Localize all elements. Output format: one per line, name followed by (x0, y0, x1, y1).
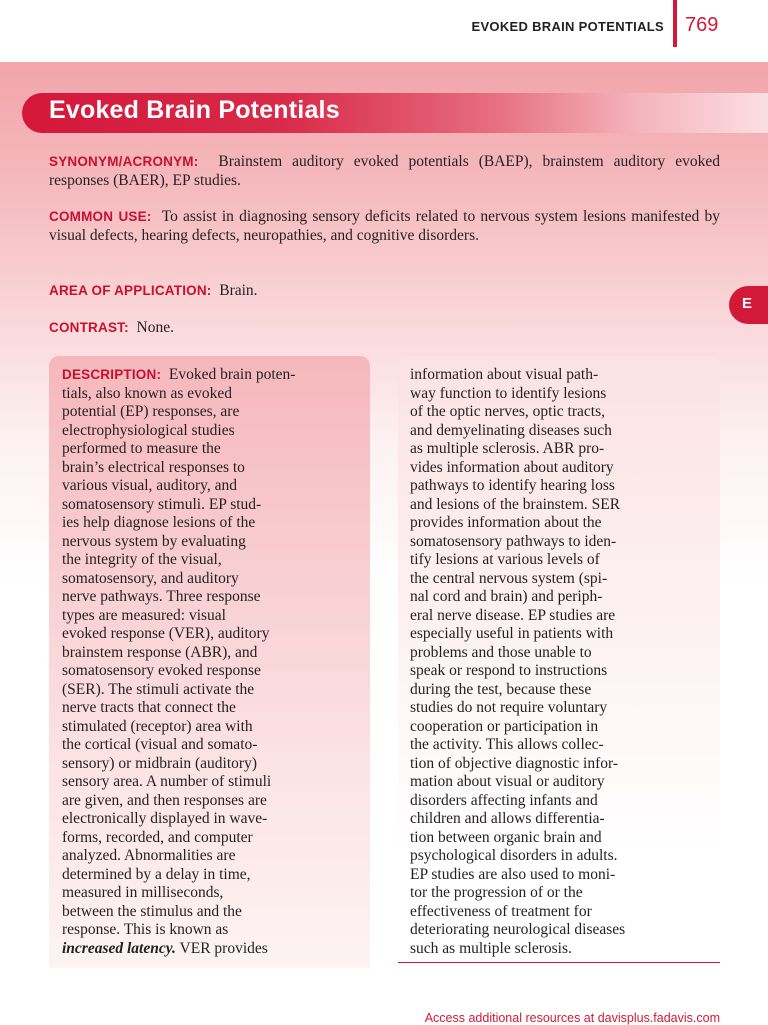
text-line-content: measured in milliseconds, (62, 884, 224, 901)
text-line: pathways to identify hearing loss (410, 477, 615, 494)
text-line: such as multiple sclerosis. (410, 939, 572, 957)
text-line (62, 422, 362, 441)
text-line (62, 903, 362, 922)
text-line: especially useful in patients with (410, 625, 614, 642)
text-line-content: brainstem response (ABR), and (62, 643, 258, 661)
text-line (62, 940, 362, 959)
section-tab-e (729, 286, 768, 324)
footer-link[interactable]: Access additional resources at davisplus.fadavis.com (424, 1011, 720, 1025)
description-label: DESCRIPTION: (62, 367, 162, 382)
text-line (62, 847, 362, 866)
text-line: tify lesions at various levels of (410, 551, 600, 568)
common-use-label: COMMON USE: (49, 209, 152, 224)
text-line (62, 514, 362, 533)
text-line (62, 588, 362, 607)
text-line-content: Evoked brain poten- (168, 366, 296, 383)
emphasis-text: increased latency. (62, 939, 176, 957)
description-box-rule (398, 962, 720, 963)
text-line-content: types are measured: visual (62, 606, 226, 624)
text-line: somatosensory pathways to iden- (410, 532, 617, 550)
running-head: EVOKED BRAIN POTENTIALS (471, 19, 664, 34)
text-line (62, 533, 362, 552)
synonym-label: SYNONYM/ACRONYM: (49, 154, 199, 169)
text-line-content: sensory) or midbrain (auditory) (62, 754, 257, 772)
text-line: children and allows differentia- (410, 810, 605, 827)
contrast-text: None. (136, 319, 174, 336)
text-line (62, 385, 362, 404)
text-line (62, 477, 362, 496)
contrast-label: CONTRAST: (49, 320, 129, 335)
text-line-content: potential (EP) responses, are (62, 403, 240, 420)
text-line-content: between the stimulus and the (62, 902, 242, 920)
text-line: and demyelinating diseases such (410, 421, 612, 439)
text-line (62, 551, 362, 570)
contrast-field (49, 319, 720, 338)
page-title: Evoked Brain Potentials (49, 96, 340, 124)
text-line (62, 792, 362, 811)
text-line-content: somatosensory stimuli. EP stud- (62, 495, 262, 513)
text-line (62, 755, 362, 774)
text-line (62, 829, 362, 848)
header-rule (673, 0, 677, 47)
text-line (62, 625, 362, 644)
text-line (62, 662, 362, 681)
text-line (62, 607, 362, 626)
common-use-field (49, 208, 720, 245)
text-line (62, 681, 362, 700)
text-line: disorders affecting infants and (410, 791, 598, 809)
text-line-content: determined by a delay in time, (62, 865, 251, 883)
text-line (62, 440, 362, 459)
text-line (62, 810, 362, 829)
text-line: cooperation or participation in (410, 717, 599, 735)
text-line-content: brain’s electrical responses to (62, 458, 245, 476)
text-line (62, 773, 362, 792)
text-line-content: electrophysiological studies (62, 421, 235, 439)
text-line (62, 459, 362, 478)
text-line-content: tials, also known as evoked (62, 384, 233, 402)
text-line-content: response. This is known as (62, 921, 229, 938)
text-line (62, 884, 362, 903)
synonym-field (49, 153, 720, 190)
text-line: way function to identify lesions (410, 384, 607, 402)
area-text: Brain. (219, 282, 258, 299)
text-line: eral nerve disease. EP studies are (410, 606, 616, 624)
text-line-content: performed to measure the (62, 440, 221, 457)
text-line-content: ies help diagnose lesions of the (62, 514, 256, 531)
text-line-content: forms, recorded, and computer (62, 828, 253, 846)
text-line-content: are given, and then responses are (62, 791, 267, 809)
text-line-content: the integrity of the visual, (62, 551, 222, 568)
text-line: information about visual path- (410, 366, 599, 383)
text-line: nal cord and brain) and periph- (410, 588, 603, 605)
area-label: AREA OF APPLICATION: (49, 283, 212, 298)
text-line (62, 496, 362, 515)
text-line-content: (SER). The stimuli activate the (62, 680, 255, 698)
text-line: of the optic nerves, optic tracts, (410, 403, 605, 420)
text-line: EP studies are also used to moni- (410, 865, 616, 883)
text-line: tion between organic brain and (410, 828, 602, 846)
text-line-content: electronically displayed in wave- (62, 810, 268, 827)
text-line-content: VER provides (175, 939, 268, 957)
text-line (62, 866, 362, 885)
text-line: problems and those unable to (410, 643, 592, 661)
text-line: tion of objective diagnostic infor- (410, 754, 619, 772)
text-line (62, 699, 362, 718)
text-line: psychological disorders in adults. (410, 847, 618, 864)
text-line: the central nervous system (spi- (410, 569, 608, 587)
text-line-content: sensory area. A number of stimuli (62, 773, 272, 790)
page-number: 769 (685, 14, 719, 36)
text-line-content: somatosensory, and auditory (62, 569, 239, 587)
text-line: speak or respond to instructions (410, 662, 608, 679)
text-line: effectiveness of treatment for (410, 902, 592, 920)
text-line (62, 366, 362, 385)
text-line: vides information about auditory (410, 458, 614, 476)
text-line-content: nervous system by evaluating (62, 532, 246, 550)
synonym-text: Brainstem auditory evoked potentials (BAEP), brainstem auditory evoked responses (BAER), EP studies. (49, 153, 721, 189)
text-line-content: analyzed. Abnormalities are (62, 847, 236, 864)
text-line-content: somatosensory evoked response (62, 662, 261, 679)
text-line (62, 736, 362, 755)
text-line (62, 570, 362, 589)
common-use-text: To assist in diagnosing sensory deficits related to nervous system lesions manifested by visual defects, hearing defects, neuropathies, and cognitive disorders. (49, 208, 720, 244)
text-line: provides information about the (410, 514, 602, 531)
area-field (49, 282, 720, 301)
text-line (62, 718, 362, 737)
text-line: as multiple sclerosis. ABR pro- (410, 440, 605, 457)
text-line: and lesions of the brainstem. SER (410, 495, 621, 513)
text-line: during the test, because these (410, 680, 592, 698)
text-line: mation about visual or auditory (410, 773, 605, 790)
description-column-left (62, 366, 362, 958)
text-line-content: various visual, auditory, and (62, 477, 238, 494)
text-line-content: stimulated (receptor) area with (62, 717, 253, 735)
description-column-right (410, 366, 714, 958)
text-line-content: the cortical (visual and somato- (62, 736, 258, 753)
page-header (0, 0, 768, 62)
text-line-content: nerve pathways. Three response (62, 588, 261, 605)
section-tab-letter: E (742, 295, 753, 312)
text-line: deteriorating neurological diseases (410, 921, 626, 938)
text-line: the activity. This allows collec- (410, 736, 604, 753)
text-line: tor the progression of or the (410, 884, 583, 901)
text-line (62, 403, 362, 422)
text-line (62, 921, 362, 940)
text-line (62, 644, 362, 663)
text-line: studies do not require voluntary (410, 699, 608, 716)
text-line-content: evoked response (VER), auditory (62, 625, 270, 642)
text-line-content: nerve tracts that connect the (62, 699, 236, 716)
